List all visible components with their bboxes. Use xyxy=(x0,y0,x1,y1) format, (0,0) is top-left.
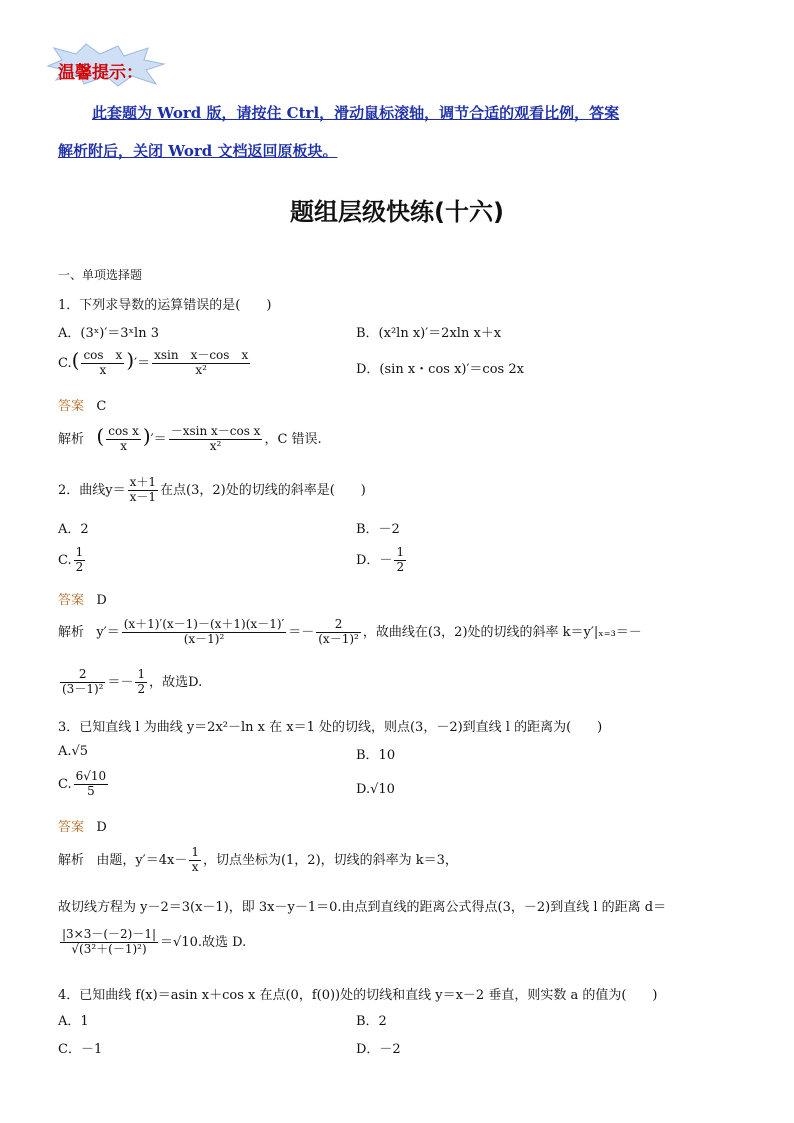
q1-c-fraction: $\frac{\text{cos x}}{x}$ xyxy=(83,348,123,377)
q1-answer: 答案 C xyxy=(58,399,107,414)
q2-answer: 答案 D xyxy=(58,593,107,608)
q4-option-b: B．2 xyxy=(356,1014,387,1029)
q3-analysis-line-3: $\frac{|3\times 3-(-2)-1|}{\text{√(3²＋(－1)²)}}$ ＝√10.故选 D. xyxy=(62,927,247,956)
q4-option-c: C．－1 xyxy=(58,1042,103,1057)
q1-option-d: D．(sin x・cos x)′＝cos 2x xyxy=(356,362,524,377)
q3-analysis-line-1: 解析 由题，y′＝4x－ $\frac{1}{x}$ ，切点坐标为(1，2)，切线的斜率为 k＝3， xyxy=(58,845,458,874)
q3-option-d: D.√10 xyxy=(356,782,395,797)
q3-stem: 3．已知直线 l 为曲线 y＝2x²－ln x 在 x＝1 处的切线，则点(3，－2)到直线 l 的距离为( ) xyxy=(58,720,603,735)
q2-analysis-line-1: 解析 y′＝ $\frac{(x+1)'(x-1)-(x+1)(x-1)'}{\text{(x－1)²}}$ ＝－ $\frac{2}{\text{(x－1)²}}$ ，故曲线在(3，2)处的切线的斜率 k＝y′|ₓ₌₃＝－ xyxy=(58,617,642,646)
section-heading: 一、单项选择题 xyxy=(58,268,143,282)
q2-option-d: D．－ $\frac{1}{2}$ xyxy=(356,545,405,574)
notice-line-1: 此套题为 Word 版，请按住 Ctrl，滑动鼠标滚轴，调节合适的观看比例，答案 xyxy=(92,104,620,122)
q4-option-d: D．－2 xyxy=(356,1042,401,1057)
q2-option-a: A．2 xyxy=(58,522,89,537)
q4-stem: 4．已知曲线 f(x)＝asin x＋cos x 在点(0，f(0))处的切线和直线 y＝x－2 垂直，则实数 a 的值为( ) xyxy=(58,988,658,1003)
q1-option-b: B．(x²ln x)′＝2xln x＋x xyxy=(356,326,502,341)
q3-option-c: C. $\frac{6√10}{5}$ xyxy=(58,769,107,798)
q1-analysis: 解析 ( $\frac{\text{cos x}}{x}$ )′＝ $\frac{\text{－xsin x－cos x}}{\text{x²}}$ ，C 错误. xyxy=(58,424,322,453)
page-title: 题组层级快练(十六) xyxy=(290,198,504,226)
notice-line-2: 解析附后，关闭 Word 文档返回原板块。 xyxy=(58,142,338,160)
q1-c-label: C. xyxy=(58,356,72,371)
q1-option-c: C.( $\frac{\text{cos x}}{x}$ )′＝ $\frac{\text{xsin x－cos x}}{\text{x²}}$ xyxy=(58,348,249,377)
tip-label: 温馨提示： xyxy=(58,63,143,83)
q2-option-b: B．－2 xyxy=(356,522,400,537)
q1-stem: 1．下列求导数的运算错误的是( ) xyxy=(58,298,272,313)
q2-option-c: C. $\frac{1}{2}$ xyxy=(58,545,84,574)
q2-analysis-line-2: $\frac{2}{\text{(3－1)²}}$ ＝－ $\frac{1}{2}$ ，故选D. xyxy=(62,667,203,696)
q3-option-b: B．10 xyxy=(356,748,396,763)
q4-option-a: A．1 xyxy=(58,1014,89,1029)
q1-option-a: A．(3ˣ)′＝3ˣln 3 xyxy=(58,326,159,341)
q3-analysis-line-2: 故切线方程为 y－2＝3(x－1)，即 3x－y－1＝0.由点到直线的距离公式得点(3，－2)到直线 l 的距离 d＝ xyxy=(58,900,667,915)
q1-c-result-fraction: $\frac{\text{xsin x－cos x}}{\text{x²}}$ xyxy=(154,348,249,377)
q2-stem: 2．曲线y＝ $\frac{x+1}{x-1}$ 在点(3，2)处的切线的斜率是( ) xyxy=(58,475,366,504)
q3-option-a: A.√5 xyxy=(58,744,89,759)
q3-answer: 答案 D xyxy=(58,820,107,835)
